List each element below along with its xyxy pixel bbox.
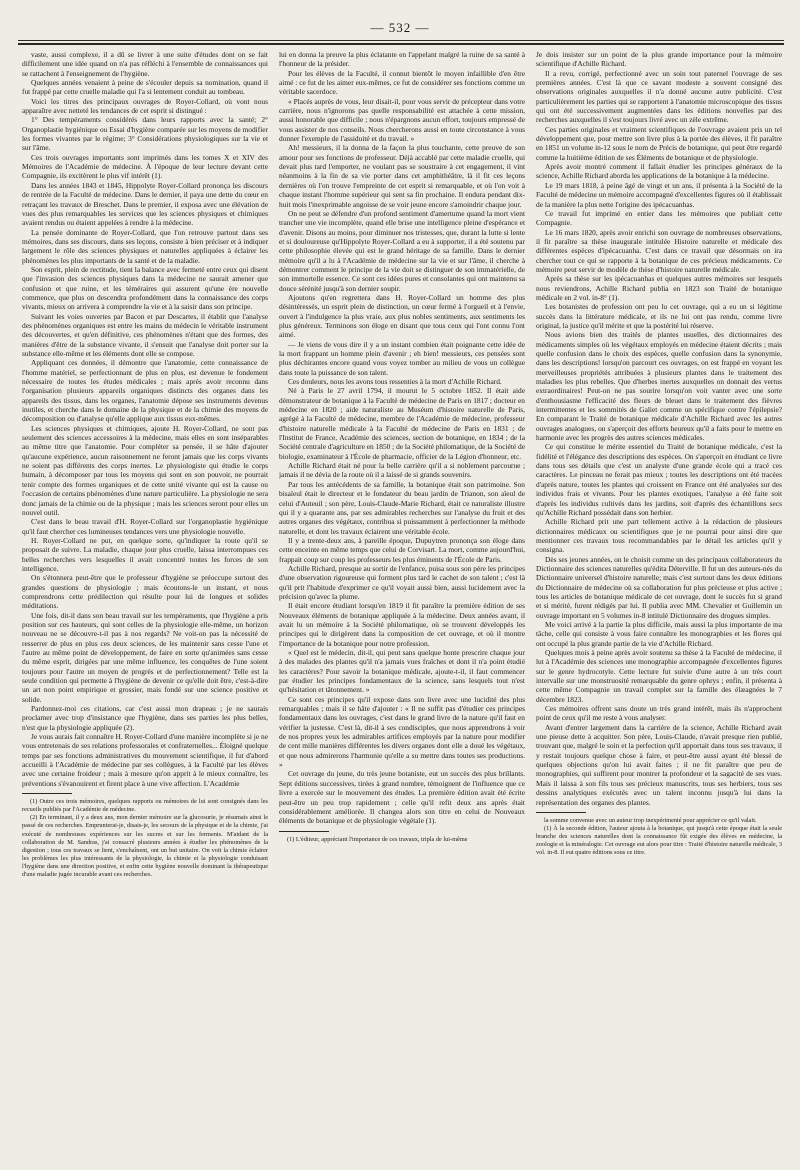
body-paragraph: Il a revu, corrigé, perfectionné avec un soin tout paternel l'ouvrage de ses premières années. C'est là que ce savant modeste a souvent consigné des observations originales auxquelles il n'a donné aucune autre publicité. C'est particulièrement les parties qui se rapportent à l'anatomie microscopique des tissus qui ont été successivement augmentées dans les éditions nouvelles par des recherches auxquelles il s'est toujours livré avec un zèle extrême. — [536, 68, 782, 125]
body-paragraph: Pour les élèves de la Faculté, il connut bientôt le moyen infaillible d'en être aimé : ce fut de les aimer eux-mêmes, ce fut de considérer ses fonctions comme un véritable sacerdoce. — [279, 68, 525, 97]
body-paragraph: « Quel est le médecin, dit-il, qui peut sans quelque honte prescrire chaque jour à des malades des plantes qu'il n'a jamais vues fraîches et dont il n'a point étudié les caractères? Pour savoir la botanique médicale, ajoute-t-il, il faut commencer par étudier les principes fondamentaux de la science, sans lesquels tout n'est qu'hésitation et tâtonnement. » — [279, 648, 525, 695]
footnotes — [536, 817, 782, 857]
footnotes — [279, 836, 525, 844]
body-paragraph: Les sciences physiques et chimiques, ajoute H. Royer-Collard, ne sont pas seulement des sciences accessoires à la médecine, mais elles en sont inséparables au même titre que l'anatomie. Pour compléter sa pensée, il se hâte d'ajouter qu'aucune expérience, aucun raisonnement ne feront jamais que les corps vivants ne soient pas différents des corps inertes. Le physiologiste qui étudie le corps humain, à décomposer par tous les moyens qui sont en son pouvoir, ne pourrait tenir compte des formes organiques et de cette unité vivante qui est la cause ou l'occasion de certains phénomènes d'une nature particulière. La physiologie ne sera donc jamais de la chimie ou de la physique ; mais les sciences seront pour elles un nouvel outil. — [22, 423, 268, 517]
column-right — [536, 50, 782, 1155]
body-paragraph: Je dois insister sur un point de la plus grande importance pour la mémoire scientifique d'Achille Richard. — [536, 50, 782, 69]
footnote: (1) Outre ces trois mémoires, quelques rapports ou mémoires de lui sont consignés dans les recueils publiés par l'Académie de médecine. — [22, 798, 268, 814]
footnote: la somme convenue avec un auteur trop inexpérimenté pour apprécier ce qu'il valait. — [544, 816, 757, 824]
body-paragraph: Ah! messieurs, il la donna de la façon la plus touchante, cette preuve de son amour pour ses fonctions de professeur. Déjà accablé par cette maladie cruelle, qui devait plus tard l'emporter, ne voulant pas se soustraire à cet engagement, il vint néanmoins à la fin de sa vie porter dans cet amphithéâtre, là il fit ces leçons dernières où l'on trouve l'empreinte de cet esprit si remarquable, et où l'on voit à chaque instant l'homme supérieur qui sent sa fin prochaine. Il endura pendant dix-huit mois l'inexprimable angoisse de se voir jeune encore s'amoindrir chaque jour. — [279, 143, 525, 209]
body-paragraph: Je vous aurais fait connaître H. Royer-Collard d'une manière incomplète si je ne vous entretenais de ses relations professorales et confraternelles... Éloigné quelque temps par ses fonctions administratives du mouvement scientifique, il fut d'abord accueilli à l'Académie de médecine par ses collègues, à la Faculté par les élèves avec une certaine froideur ; mais à mesure qu'on apprit à le mieux connaître, les préventions s'évanouirent et firent place à une vive affection. L'Académie — [22, 732, 268, 788]
body-paragraph: Après avoir montré comment il fallait étudier les principes généraux de la science, Achille Richard aborda les applications de la botanique à la médecine. — [536, 162, 782, 181]
body-paragraph: Le 19 mars 1818, à peine âgé de vingt et un ans, il présenta à la Société de la Faculté de médecine un mémoire accompagné d'excellentes figures où il établissait de la manière la plus nette l'origine des ipécacuanhas. — [536, 180, 782, 209]
footnote-rule — [279, 831, 329, 832]
body-paragraph: Dans les années 1843 et 1845, Hippolyte Royer-Collard prononça les discours de rentrée de la Faculté de médecine. Dans le dernier, il paya une dette du cœur en retraçant les travaux de Breschet. Dans le premier, il exposa avec une élévation de vues des plus remarquables les services que les sciences physiques et chimiques avaient rendus ou étaient appelées à rendre à la médecine. — [22, 180, 268, 228]
body-paragraph: Ce travail fut imprimé en entier dans les mémoires que publiait cette Compagnie. — [536, 208, 782, 228]
body-paragraph: Il y a trente-deux ans, à pareille époque, Dupuytren prononça son éloge dans cette enceinte en même temps que celui de Corvisart. La mort, comme aujourd'hui, frappait coup sur coup les professeurs les plus éminents de l'École de Paris. — [279, 535, 525, 564]
column-middle — [279, 50, 525, 1155]
body-paragraph: Cet ouvrage du jeune, du très jeune botaniste, eut un succès des plus brillants. Sept éditions successives, tirées à grand nombre, témoignent de l'influence que ce livre a exercée sur le mouvement des études. La première édition avait été écrite peut-être un peu trop rapidement ; celle qu'il refit deux ans après était considérablement améliorée. Il changea alors son titre en celui de Nouveaux éléments de botanique et de physiologie végétale (1). — [279, 769, 525, 826]
body-paragraph: Les botanistes de profession ont peu lu cet ouvrage, qui a eu un si légitime succès dans la littérature médicale, et ils ne lui ont pas rendu, comme livre original, la justice qu'il mérite et que la postérité lui réserve. — [536, 302, 782, 330]
body-paragraph: Achille Richard prit une part tellement active à la rédaction de plusieurs dictionnaires médicaux ou scientifiques que je ne pourrai pour ainsi dire que mentionner ces travaux tous recommandables par le détail les articles qu'il y consigna. — [536, 517, 782, 555]
body-paragraph: C'est dans le beau travail d'H. Royer-Collard sur l'organoplastie hygiénique qu'il faut chercher ces lumineuses tendances vers une physiologie nouvelle. — [22, 517, 268, 536]
body-paragraph: Son esprit, plein de rectitude, tient la balance avec fermeté entre ceux qui disent que l'invasion des sciences physiques dans la médecine ne saurait amener que confusion et que ruine, et les téméraires qui assurent qu'une ère nouvelle commence, que plus on descendra profondément dans la connaissance des corps vivants, mieux on arrivera à comprendre la vie et à la saisir dans son principe. — [22, 264, 268, 312]
body-paragraph: H. Royer-Collard ne put, en quelque sorte, qu'indiquer la route qu'il se proposait de suivre. La maladie, chaque jour plus cruelle, laissa interrompues ces belles recherches vers lesquelles il avait concentré toutes les forces de son intelligence. — [22, 535, 268, 573]
body-paragraph: 1° Des tempéraments considérés dans leurs rapports avec la santé; 2° Organoplastie hygiénique ou Essai d'hygiène comparée sur les moyens de modifier les formes vivantes par le régime; 3° Considérations physiologiques sur la vie et sur l'âme. — [22, 115, 268, 153]
footnote: (2) En terminant, il y a deux ans, mon dernier mémoire sur la glucosurie, je résumais ainsi le passé de ces recherches. Emprunterai-je, disais-je, les secours de la physique et de la chimie, j'ai exécuté de nombreuses expériences sur les sucres et sur les ferments. M'aidant de la collaboration de M. Sandras, j'ai consacré plusieurs années à étudier les phénomènes de la digestion ; tous ces travaux se lient, s'enchaînent, ont un but unitaire. On voit la chimie éclairer les problèmes les plus intéressants de la physiologie, la chimie et la physiologie conduisant l'hygiène dans une direction positive, et enfin cette hygiène nouvelle dominant la thérapeutique d'une maladie jugée incurable avant ces recherches. — [22, 814, 268, 878]
body-paragraph: Le 16 mars 1820, après avoir enrichi son ouvrage de nombreuses observations, il fit paraître sa thèse inaugurale intitulée Histoire naturelle et médicale des différentes espèces d'ipécacuanha. C'est dans ce travail que désormais on ira chercher tout ce qui se rapporte à la botanique de ces précieux médicaments. Ce mémoire peut servir de modèle de thèse d'histoire naturelle médicale. — [536, 227, 782, 274]
body-paragraph: lui en donna la preuve la plus éclatante en l'appelant malgré la ruine de sa santé à l'honneur de la présider. — [279, 50, 525, 69]
body-paragraph: Quelques mois à peine après avoir soutenu sa thèse à la Faculté de médecine, il lut à l'Académie des sciences une monographie accompagnée d'excellentes figures sur le genre hydrocotyle. Cette lecture fut suivie d'une autre à un très court intervalle sur une monstruosité remarquable du genre ophrys ; enfin, il présenta à cette même Compagnie un travail complet sur la famille des élæagnées le 7 décembre 1823. — [536, 648, 782, 704]
body-paragraph: Il était encore étudiant lorsqu'en 1819 il fit paraître la première édition de ses Nouveaux éléments de botanique appliquée à la médecine. Deux années avant, il avait lu un mémoire à la Société philomatique, où se trouvent développés les principes qui le dirigèrent dans la composition de cet ouvrage, et où il montre l'importance de la botanique pour notre profession. — [279, 601, 525, 648]
body-paragraph: Ces douleurs, nous les avons tous ressenties à la mort d'Achille Richard. — [288, 377, 502, 387]
body-paragraph: Ces mémoires offrent sans doute un très grand intérêt, mais ils n'approchent point de ceux qu'il me reste à vous analyser. — [536, 704, 782, 723]
body-paragraph: Achille Richard était né pour la belle carrière qu'il a si noblement parcourue ; jamais il ne dévia de la route où il a laissé de si grands souvenirs. — [279, 461, 525, 480]
body-paragraph: Ce qui constitue le mérite essentiel du Traité de botanique médicale, c'est la fidélité et l'élégance des descriptions des espèces. On s'aperçoit en étudiant ce livre dans tous ses détails que c'est un analyste d'une grande école qui a tracé ces caractères. Le pinceau ne ferait pas mieux ; toutes les descriptions ont été tracées d'après nature, toutes les plantes qui croissent en France ont été analysées sur des individus frais et vivants. Pour les plantes exotiques, l'analyse a été faite soit d'après les individus cultivés dans les jardins, soit d'après des échantillons secs qu'Achille Richard possédait dans son herbier. — [536, 442, 782, 517]
body-paragraph: Dès ses jeunes années, on le choisit comme un des principaux collaborateurs du Dictionnaire des sciences naturelles qu'édita Déterville. Il fut un des auteurs-nés du Dictionnaire universel d'histoire naturelle; mais c'est surtout dans les deux éditions du Dictionnaire de médecine où sa collaboration fut plus précieuse et plus active ; tous les articles de botanique médicale de cet ouvrage, dont le succès fut si grand et si mérité, furent rédigés par lui. Il publia avec MM. Chevalier et Guillemin un ouvrage important en 5 volumes in-8 intitulé Dictionnaire des drogues simples. — [536, 554, 782, 620]
body-paragraph: Ces parties originales et vraiment scientifiques de l'ouvrage avaient pris un tel développement que, pour mettre son livre plus à la portée des élèves, il fit paraître en 1851 un volume in-12 sous le nom de Précis de botanique, qui peut être regardé comme la huitième édition de ses Éléments de botanique et de physiologie. — [536, 124, 782, 162]
footnotes — [22, 798, 268, 879]
column-left — [22, 50, 268, 1155]
body-paragraph: Né à Paris le 27 avril 1794, il mourut le 5 octobre 1852. Il était aide démonstrateur de botanique à la Faculté de médecine de Paris en 1817 ; docteur en médecine en 1820 ; aide naturaliste au Muséum d'histoire naturelle de Paris, agrégé à la Faculté de médecine, membre de l'Académie de médecine, professeur d'histoire naturelle médicale à la Faculté de médecine de Paris en 1831 ; de l'Institut de France, Académie des sciences, section de botanique, en 1834 ; de la Société centrale d'agriculture en 1850 ; de la Société philomatique, de la Société de biologie, examinateur à l'École de pharmacie, officier de la Légion d'honneur, etc. — [279, 386, 525, 461]
body-paragraph: Pardonnez-moi ces citations, car c'est aussi mon drapeau ; je ne saurais proclamer avec trop d'insistance que l'hygiène, dans ses parties les plus belles, n'est que la physiologie appliquée (2). — [22, 704, 268, 732]
body-paragraph: vaste, aussi complexe, il a dû se livrer à une suite d'études dont on se fait difficilement une idée quand on n'a pas réfléchi à l'ensemble de connaissances qui se rattachent à l'enseignement de l'hygiène. — [22, 50, 268, 78]
body-paragraph: Me voici arrivé à la partie la plus difficile, mais aussi la plus importante de ma tâche, celle qui consiste à vous faire connaître les monographies et les flores qui ont occupé la plus grande partie de la vie d'Achille Richard. — [536, 619, 782, 648]
page-number: — 532 — — [370, 20, 430, 35]
body-paragraph: Par tous les antécédents de sa famille, la botanique était son patrimoine. Son bisaïeul était le directeur et le fondateur du beau jardin de Trianon, son aïeul de celui d'Auteuil ; son père, Louis-Claude-Marie Richard, était ce naturaliste illustre qui il y a quarante ans, par ses admirables recherches sur l'analyse du fruit et des autres organes des végétaux, contribua si puissamment à perfectionner la méthode naturelle, et dont les travaux éclairent une véritable école. — [279, 479, 525, 536]
footnote-rule — [22, 793, 72, 794]
body-paragraph: Ces trois ouvrages importants sont imprimés dans les tomes X et XIV des Mémoires de l'Académie de médecine. À l'époque de leur lecture devant cette Compagnie, ils excitèrent le plus vif intérêt (1). — [22, 152, 268, 181]
body-paragraph: Ajoutons qu'en regrettera dans H. Royer-Collard un homme des plus désintéressés, un esprit plein de distinction, un cœur fermé à l'orgueil et à l'envie, ouvert à l'indulgence la plus vraie, aux plus nobles sentiments, aux sentiments les plus généreux. Terminons son éloge en disant que tous ceux qui l'ont connu l'ont aimé. — [279, 292, 525, 340]
body-paragraph: Une fois, dit-il dans son beau travail sur les tempéraments, que l'hygiène a pris position sur ces hauteurs, qui sont celles de la physiologie elle-même, un horizon nouveau ne se découvre-t-il pas à nos regards? Ne voit-on pas la nécessité de resserrer de plus en plus ces deux sciences, de les maintenir sans cesse l'une et l'autre au même point de développement, de faire en sorte qu'animées sans cesse du même esprit, dirigées par une même influence, les conquêtes de l'une soient toujours pour l'autre un moyen de progrès et de perfectionnement? Telle est la seule condition qui permette à l'hygiène de devenir ce qu'elle doit être, c'est-à-dire un art non point empirique et grossier, mais fondé sur une science positive et solide. — [22, 610, 268, 704]
header-rule — [18, 40, 784, 41]
body-paragraph: Suivant les voies ouvertes par Bacon et par Descartes, il établit que l'analyse des phénomènes organiques est entre les mains du médecin le véritable instrument des découvertes, et qu'en définitive, ces phénomènes n'étant que des formes, des manières d'être de la substance vivante, il s'ensuit que l'analyse doit porter sur la substance elle-même et les éléments dont elle se compose. — [22, 311, 268, 358]
footnote-rule — [536, 812, 586, 813]
body-paragraph: Quelques années venaient à peine de s'écouler depuis sa nomination, quand il fut frappé par cette cruelle maladie qui l'a si lentement conduit au tombeau. — [22, 78, 268, 97]
body-paragraph: Achille Richard, presque au sortir de l'enfance, puisa sous son père les principes d'une observation rigoureuse qui forment plus tard le cachet de son talent ; c'est là qu'il prit l'habitude d'exprimer ce qu'il voyait aussi bien, aussi lucidement avec la précision qu'avec la plume. — [279, 563, 525, 601]
body-paragraph: Avant d'entrer largement dans la carrière de la science, Achille Richard avait une pieuse dette à acquitter. Son père, Louis-Claude, n'avait presque rien publié, trouvant que, malgré le soin et la perfection qu'il apportait dans tous ses travaux, il y restait toujours quelque chose à faire, et peut-être aussi ayant été blessé de quelques objections qu'on lui avait faites ; il ne fit paraître que peu de monographies, qui suffirent pour montrer la profondeur et la sagacité de ses vues. Mais il laissa à son fils tous ses précieux manuscrits, tous ses herbiers, tous ses dessins analytiques exécutés avec un talent inconnu jusqu'à lui dans la représentation des organes des plantes. — [536, 722, 782, 807]
body-paragraph: « Placés auprès de vous, leur disait-il, pour vous servir de précepteur dans votre carrière, nous n'ignorons pas quelle responsabilité est attachée à cette mission, aussi honorable que difficile ; nous n'épargnons aucun effort, toujours empressé de vous assister de nos conseils. Nous chercherons aussi en toute circonstance à vous donner l'exemple de l'assiduité et du travail. » — [279, 96, 525, 144]
body-paragraph: — Je viens de vous dire il y a un instant combien était poignante cette idée de la mort frappant un homme plein d'avenir ; eh bien! messieurs, ces pensées sont plus déchirantes encore quand vous voyez tomber au milieu de vous un collègue dans toute la puissance de son talent. — [279, 339, 525, 377]
body-paragraph: Nous avions bien des traités de plantes usuelles, des dictionnaires des médicaments simples où les végétaux employés en médecine étaient décrits ; mais quelle confusion dans le choix des espèces, quelle confusion dans la synonymie, dans les descriptions! lorsqu'on parcourt ces ouvrages, on est frappé en voyant les merveilleuses propriétés attribuées à plusieurs plantes dans le traitement des maladies les plus rebelles. Que d'herbes inertes auxquelles on donnait des vertus extraordinaires! Peut-on ne pas sourire lorsqu'on voit vanter avec une sorte d'enthousiasme l'efficacité des fleurs de bleuet dans le traitement des fièvres intermittentes et les sommités de Galiet comme un spécifique contre l'épilepsie? En comparant le Traité de botanique médicale d'Achille Richard avec les autres ouvrages analogues, on s'aperçoit des efforts heureux qu'il a faits pour le mettre en harmonie avec les progrès des autres sciences médicales. — [536, 330, 782, 443]
body-paragraph: La pensée dominante de Royer-Collard, que l'on retrouve partout dans ses mémoires, dans ses discours, dans ses leçons, consiste à bien préciser et à indiquer largement le rôle des sciences physiques et naturelles appliquées à éclairer les phénomènes les plus importants de la santé et de la maladie. — [22, 227, 268, 265]
body-paragraph: Après sa thèse sur les ipécacuanhas et quelques autres mémoires sur lesquels nous reviendrons, Achille Richard publia en 1823 son Traité de botanique médicale en 2 vol. in-8° (1). — [536, 274, 782, 302]
body-paragraph: On ne peut se défendre d'un profond sentiment d'amertume quand la mort vient trancher une vie incomplète, quand elle brise une intelligence pleine d'espérance et d'avenir. Disons au moins, pour diminuer nos tristesses, que, durant la lutte si lente et si douloureuse qu'Hippolyte Royer-Collard a eu à supporter, il a été soutenu par cette philosophie élevée qui est le grand héritage de sa famille. Dans le dernier mémoire qu'il a lu à l'Académie de médecine sur la vie et sur l'âme, il cherche à démontrer comment le principe de la vie doit se distinguer de son immatérielle, de son immortelle essence. Ce sont ces idées pures et consolantes qui ont maintenu sa douce sérénité jusqu'à son dernier soupir. — [279, 208, 525, 293]
footnote: (1) À la seconde édition, l'auteur ajouta à la botanique, qui jusqu'à cette époque était la seule branche des sciences naturelles dont la connaissance fût exigée des élèves en médecine, la zoologie et la minéralogie. Cet ouvrage eut alors pour titre : Traité d'histoire naturelle médicale, 3 vol. in-8. Il eut quatre éditions sous ce titre. — [536, 824, 782, 857]
body-paragraph: Ce sont ces principes qu'il expose dans son livre avec une lucidité des plus remarquables ; mais il se hâte d'ajouter : « Il ne suffit pas d'étudier ces principes fondamentaux dans les ouvrages, c'est dans le grand livre de la nature qu'il faut en vérifier la justesse. C'est là, dit-il à ses condisciples, que nous apprendrons à voir de nos propres yeux les admirables artifices employés par la nature pour modifier de cent mille manières différentes les divers organes dont elle a doué les végétaux, et que nous admirerons l'harmonie qu'elle a su mettre dans toutes ses productions. » — [279, 694, 525, 770]
body-paragraph: Appliquant ces données, il démontre que l'anatomie, cette connaissance de l'homme matériel, se perfectionnant de plus en plus, est devenue le fondement nécessaire de toutes les études médicales ; mais après avoir reconnu dans l'organisation plusieurs appareils organiques distincts des organes dans les appareils des tissus, dans les organes, l'anatomie dépose ses instruments devenus inutiles, et cherche dans le domaine de la physique et de la chimie des moyens de décomposition ou d'analyse qu'elle applique aux tissus eux-mêmes. — [22, 358, 268, 424]
footnote: (1) L'éditeur, appréciant l'importance de ces travaux, tripla de lui-même — [287, 835, 468, 843]
header-rule-thick — [18, 43, 784, 45]
body-paragraph: Voici les titres des principaux ouvrages de Royer-Collard, où vont nous apparaître avec netteté les tendances de cet esprit si distingué : — [22, 96, 268, 116]
body-paragraph: On s'étonnera peut-être que le professeur d'hygiène se préoccupe surtout des grandes questions de physiologie ; mais écoutons-le un instant, et nous comprendrons cette prédilection qui résulte pour lui de longues et solides méditations. — [22, 573, 268, 611]
